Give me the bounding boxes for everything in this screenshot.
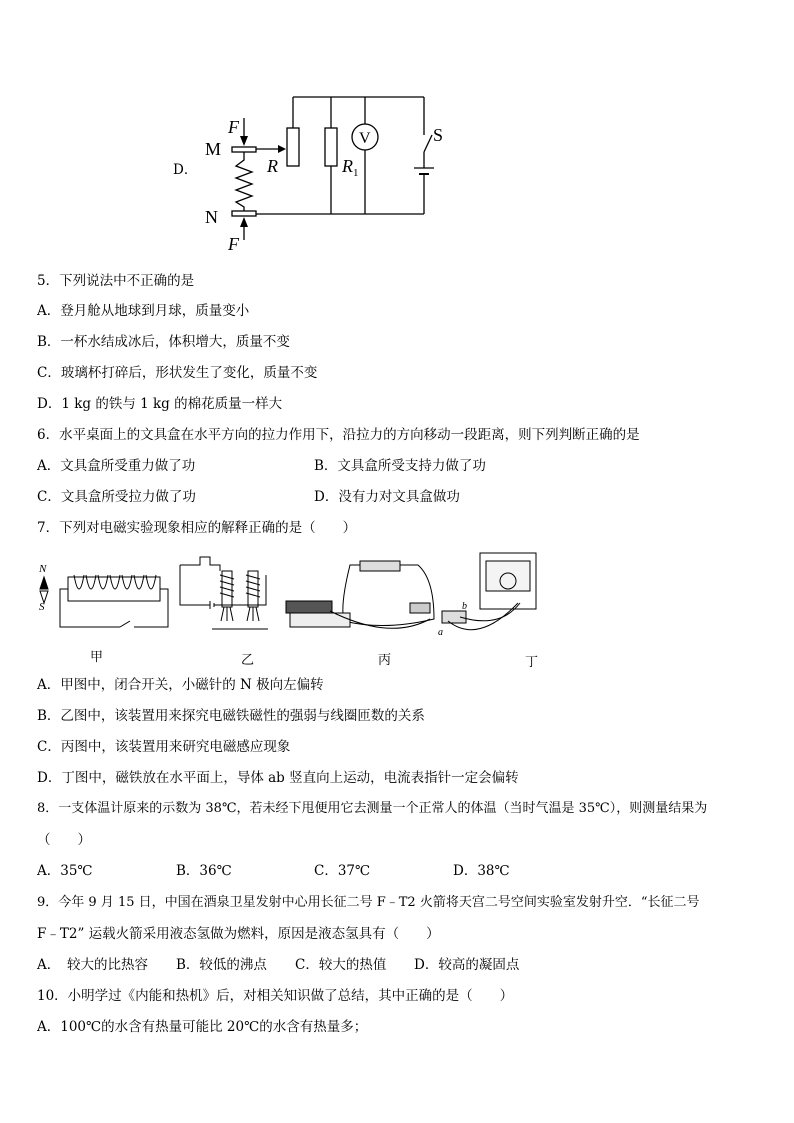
q8-option-b: B．36℃ — [176, 863, 232, 879]
q7-option-b: B．乙图中，该装置用来探究电磁铁磁性的强弱与线圈匝数的关系 — [37, 708, 425, 724]
q5-stem: 5．下列说法中不正确的是 — [37, 273, 195, 289]
q6-stem: 6．水平桌面上的文具盒在水平方向的拉力作用下，沿拉力的方向移动一段距离，则下列判断正确的是 — [37, 427, 640, 443]
q5-option-c: C．玻璃杯打碎后，形状发生了变化，质量不变 — [37, 365, 318, 381]
q9-option-b: B．较低的沸点 — [176, 957, 267, 973]
q9-stem-line2: F﹣T2” 运载火箭采用液态氢做为燃料，原因是液态氢具有（ ） — [37, 926, 440, 942]
q7-stem: 7．下列对电磁实验现象相应的解释正确的是（ ） — [37, 520, 357, 536]
figure-caption-ding: 丁 — [525, 655, 539, 670]
force-label-bottom: F — [228, 234, 239, 254]
circuit-diagram — [0, 0, 794, 270]
q8-option-c: C．37℃ — [314, 863, 371, 879]
plate-m-label: M — [205, 139, 222, 159]
figure-caption-yi: 乙 — [241, 653, 255, 668]
conductor-a-label: a — [438, 627, 443, 638]
force-label-top: F — [228, 117, 239, 137]
rheostat-label: R — [267, 156, 278, 176]
figure-caption-bing: 丙 — [378, 653, 392, 668]
voltmeter-label: V — [359, 130, 371, 147]
q8-option-d: D．38℃ — [453, 863, 510, 879]
q10-stem: 10．小明学过《内能和热机》后，对相关知识做了总结，其中正确的是（ ） — [37, 988, 514, 1004]
q6-option-b: B．文具盒所受支持力做了功 — [314, 458, 486, 474]
q7-option-c: C．丙图中，该装置用来研究电磁感应现象 — [37, 739, 291, 755]
q9-option-a: A． 较大的比热容 — [37, 957, 148, 973]
resistor-r1-label: R — [342, 156, 353, 176]
q9-option-d: D．较高的凝固点 — [414, 957, 520, 973]
q9-option-c: C．较大的热值 — [295, 957, 387, 973]
q9-stem-line1: 9．今年 9 月 15 日，中国在酒泉卫星发射中心用长征二号 F﹣T2 火箭将天宫二号空间实验室发射升空．“长征二号 — [37, 895, 700, 910]
q6-option-d: D．没有力对文具盒做功 — [314, 489, 460, 505]
plate-n-label: N — [205, 207, 218, 227]
switch-label: S — [433, 125, 444, 145]
q8-stem-line2: （ ） — [37, 832, 91, 848]
conductor-b-label: b — [462, 601, 467, 612]
figure-caption-jia: 甲 — [90, 650, 104, 665]
q6-option-a: A．文具盒所受重力做了功 — [37, 458, 196, 474]
electromagnet-experiments-figure — [30, 545, 550, 645]
q5-option-d: D．1 kg 的铁与 1 kg 的棉花质量一样大 — [37, 396, 283, 412]
q7-option-a: A．甲图中，闭合开关，小磁针的 N 极向左偏转 — [37, 677, 324, 693]
q7-option-d: D．丁图中，磁铁放在水平面上，导体 ab 竖直向上运动，电流表指针一定会偏转 — [37, 770, 519, 786]
q8-option-a: A．35℃ — [37, 863, 93, 879]
compass-s-label: S — [39, 601, 45, 613]
q5-option-a: A．登月舱从地球到月球，质量变小 — [37, 303, 250, 319]
option-d-label: D． — [173, 162, 198, 178]
q5-option-b: B．一杯水结成冰后，体积增大，质量不变 — [37, 334, 290, 350]
compass-n-label: N — [39, 563, 47, 575]
q10-option-a: A．100℃的水含有热量可能比 20℃的水含有热量多； — [37, 1019, 368, 1035]
q6-option-c: C．文具盒所受拉力做了功 — [37, 489, 196, 505]
q8-stem-line1: 8．一支体温计原来的示数为 38℃，若未经下甩便用它去测量一个正常人的体温（当时气温是 35℃），则测量结果为 — [37, 801, 708, 816]
resistor-r1-subscript: 1 — [353, 167, 359, 179]
